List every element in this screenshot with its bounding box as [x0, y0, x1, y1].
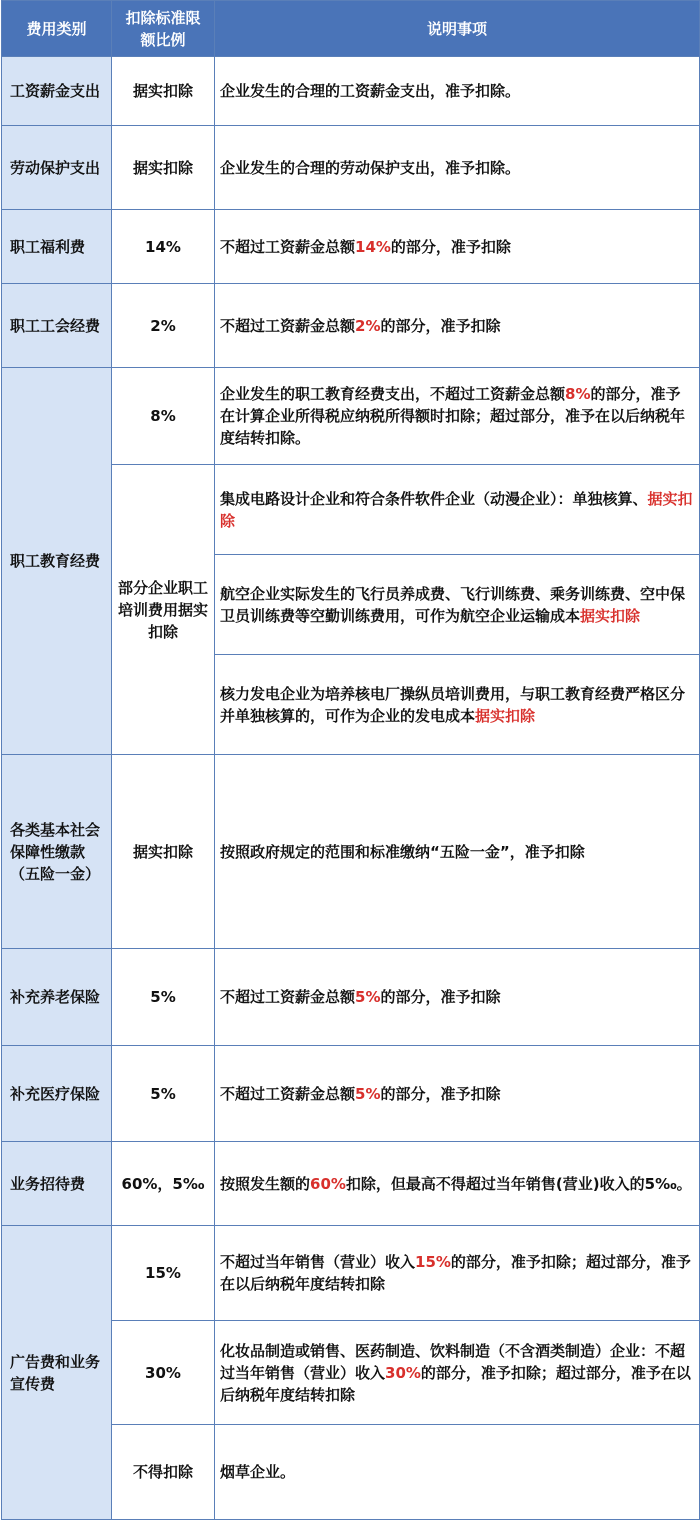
desc-text: 扣除，但最高不得超过当年销售(营业)收入的5‰。: [345, 1174, 692, 1193]
table-header-row: [2, 1, 700, 57]
desc-highlight: 5%: [355, 988, 381, 1006]
desc-text: 核力发电企业为培养核电厂操纵员培训费用，与职工教育经费严格区分并单独核算的，可作为企业的发电成本: [220, 684, 686, 725]
category-cell: 广告费和业务宣传费: [2, 1226, 112, 1520]
description-cell: [215, 1425, 700, 1520]
category-cell: 各类基本社会保障性缴款（五险一金）: [2, 755, 112, 949]
desc-text: 企业发生的合理的工资薪金支出，准予扣除。: [220, 82, 521, 100]
desc-highlight: 2%: [355, 316, 381, 335]
desc-text: 化妆品制造或销售、医药制造、饮料制造（不含酒类制造）企业：不超过当年销售（营业）收入: [220, 1341, 686, 1382]
category-cell: 补充医疗保险: [2, 1046, 112, 1142]
description-cell: [215, 949, 700, 1046]
desc-highlight: 30%: [385, 1363, 421, 1382]
rate-cell: 据实扣除: [112, 126, 215, 210]
desc-text: 的部分，准予扣除: [380, 988, 501, 1006]
rate-cell: 14%: [112, 210, 215, 284]
category-cell: 职工教育经费: [2, 368, 112, 755]
category-cell: 职工福利费: [2, 210, 112, 284]
description-cell: [215, 210, 700, 284]
description-cell: [215, 284, 700, 368]
desc-text: 企业发生的合理的劳动保护支出，准予扣除。: [220, 158, 521, 177]
rate-cell: 不得扣除: [112, 1425, 215, 1520]
desc-highlight: 5%: [355, 1084, 381, 1103]
desc-text: 不超过当年销售（营业）收入: [220, 1253, 416, 1271]
rate-cell: 30%: [112, 1321, 215, 1425]
desc-highlight: 据实扣除: [475, 706, 536, 725]
table-row: [2, 755, 700, 949]
desc-highlight: 15%: [415, 1253, 451, 1271]
table-row: [2, 126, 700, 210]
desc-text: 的部分，准予扣除: [380, 1084, 501, 1103]
desc-highlight: 60%: [310, 1174, 346, 1193]
deduction-table: [1, 0, 700, 1520]
desc-text: 的部分，准予在计算企业所得税应纳税所得额时扣除；超过部分，准予在以后纳税年度结转扣除。: [220, 385, 686, 447]
rate-cell: 5%: [112, 949, 215, 1046]
rate-cell: 15%: [112, 1226, 215, 1321]
desc-text: 按照发生额的: [220, 1174, 311, 1193]
desc-text: 不超过工资薪金总额: [220, 1084, 356, 1103]
desc-highlight: 据实扣除: [580, 606, 641, 625]
header-rate: 扣除标准限额比例: [112, 1, 215, 57]
description-cell: [215, 465, 700, 555]
description-cell: [215, 1226, 700, 1321]
header-category: 费用类别: [2, 1, 112, 57]
desc-text: 的部分，准予扣除: [380, 316, 501, 335]
table-row: [2, 949, 700, 1046]
rate-cell: 部分企业职工培训费用据实扣除: [112, 465, 215, 755]
rate-cell: 60%，5‰: [112, 1142, 215, 1226]
header-description: 说明事项: [215, 1, 700, 57]
table-row: [2, 368, 700, 465]
description-cell: [215, 368, 700, 465]
description-cell: [215, 655, 700, 755]
category-cell: 劳动保护支出: [2, 126, 112, 210]
category-cell: 业务招待费: [2, 1142, 112, 1226]
desc-text: 的部分，准予扣除；超过部分，准予在以后纳税年度结转扣除: [220, 1253, 691, 1293]
desc-highlight: 8%: [565, 385, 591, 403]
table-row: [2, 1046, 700, 1142]
desc-text: 按照政府规定的范围和标准缴纳“五险一金”，准予扣除: [220, 842, 585, 861]
rate-cell: 据实扣除: [112, 755, 215, 949]
table-row: [2, 284, 700, 368]
description-cell: [215, 555, 700, 655]
desc-highlight: 据实扣除: [220, 489, 693, 530]
table-row: [2, 210, 700, 284]
description-cell: [215, 1046, 700, 1142]
table-row: [2, 1142, 700, 1226]
category-cell: 补充养老保险: [2, 949, 112, 1046]
description-cell: [215, 1142, 700, 1226]
description-cell: [215, 57, 700, 126]
category-cell: 工资薪金支出: [2, 57, 112, 126]
description-cell: [215, 126, 700, 210]
desc-text: 不超过工资薪金总额: [220, 316, 356, 335]
description-cell: [215, 1321, 700, 1425]
rate-cell: 2%: [112, 284, 215, 368]
desc-highlight: 14%: [355, 237, 391, 256]
desc-text: 的部分，准予扣除；超过部分，准予在以后纳税年度结转扣除: [220, 1363, 691, 1404]
desc-text: 烟草企业。: [220, 1463, 296, 1481]
desc-text: 不超过工资薪金总额: [220, 988, 356, 1006]
desc-text: 集成电路设计企业和符合条件软件企业（动漫企业）：单独核算、: [220, 489, 648, 508]
table-row: [2, 1226, 700, 1321]
rate-cell: 据实扣除: [112, 57, 215, 126]
desc-text: 航空企业实际发生的飞行员养成费、飞行训练费、乘务训练费、空中保卫员训练费等空勤训练费用，可作为航空企业运输成本: [220, 584, 686, 625]
table-row: [2, 57, 700, 126]
rate-cell: 8%: [112, 368, 215, 465]
desc-text: 不超过工资薪金总额: [220, 237, 356, 256]
rate-cell: 5%: [112, 1046, 215, 1142]
category-cell: 职工工会经费: [2, 284, 112, 368]
desc-text: 企业发生的职工教育经费支出，不超过工资薪金总额: [220, 385, 566, 403]
description-cell: [215, 755, 700, 949]
desc-text: 的部分，准予扣除: [390, 237, 511, 256]
